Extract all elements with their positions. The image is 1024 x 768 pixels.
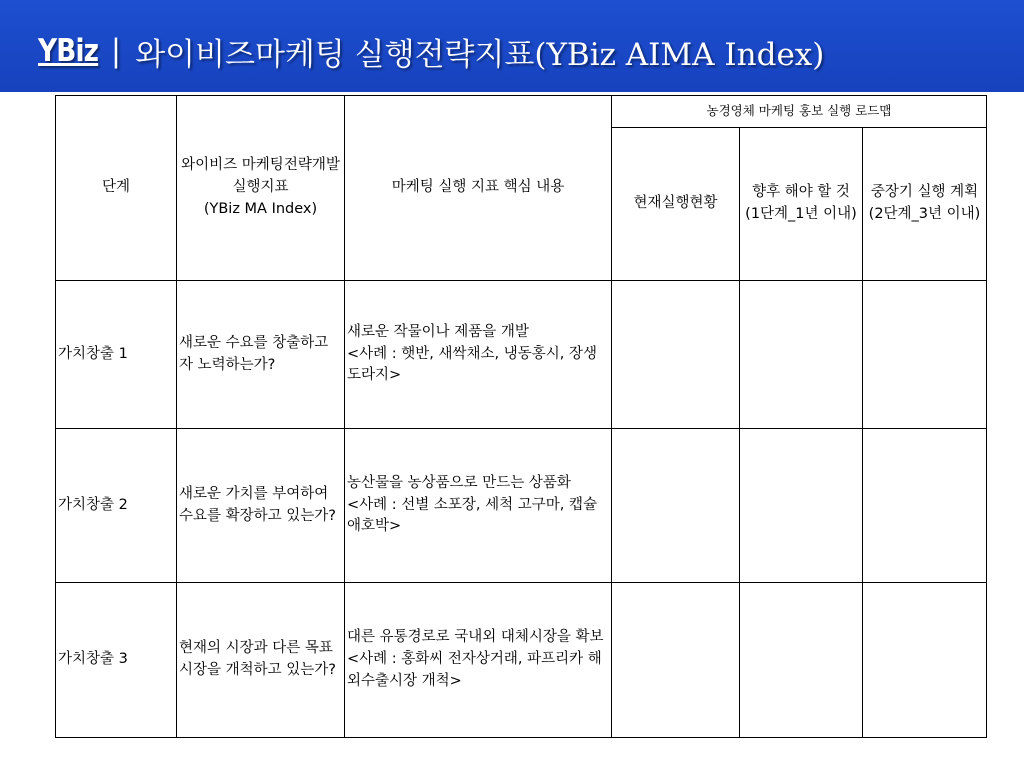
todo-cell[interactable] (740, 429, 863, 583)
header-index: 와이비즈 마케팅전략개발 실행지표 (YBiz MA Index) (177, 96, 345, 281)
title-bar (0, 0, 1024, 92)
index-cell: 새로운 수요를 창출하고자 노력하는가? (177, 281, 345, 429)
table-row (56, 429, 987, 583)
title-separator: | (110, 33, 122, 69)
header-current-status: 현재실행현황 (612, 128, 740, 281)
todo-cell[interactable] (740, 583, 863, 738)
midlong-plan-cell[interactable] (863, 281, 987, 429)
current-status-cell[interactable] (612, 429, 740, 583)
header-roadmap: 농경영체 마케팅 홍보 실행 로드맵 (612, 96, 987, 128)
header-content: 마케팅 실행 지표 핵심 내용 (345, 96, 612, 281)
header-row-top (56, 96, 987, 128)
table-row (56, 281, 987, 429)
header-stage: 단계 (56, 96, 177, 281)
ybiz-index-table (55, 95, 987, 738)
brand-logo-text[interactable]: YBiz (38, 33, 99, 69)
todo-cell[interactable] (740, 281, 863, 429)
page-title: 와이비즈마케팅 실행전략지표(YBiz AIMA Index) (135, 36, 825, 73)
slide-title (38, 28, 824, 74)
stage-cell: 가치창출 1 (56, 281, 177, 429)
stage-cell: 가치창출 3 (56, 583, 177, 738)
index-cell: 현재의 시장과 다른 목표시장을 개척하고 있는가? (177, 583, 345, 738)
current-status-cell[interactable] (612, 281, 740, 429)
midlong-plan-cell[interactable] (863, 429, 987, 583)
stage-cell: 가치창출 2 (56, 429, 177, 583)
header-todo: 향후 해야 할 것 (1단계_1년 이내) (740, 128, 863, 281)
header-midlong-plan: 중장기 실행 계획 (2단계_3년 이내) (863, 128, 987, 281)
index-cell: 새로운 가치를 부여하여 수요를 확장하고 있는가? (177, 429, 345, 583)
content-cell: 농산물을 농상품으로 만드는 상품화 <사례 : 선별 소포장, 세척 고구마, 캡슐 애호박> (345, 429, 612, 583)
current-status-cell[interactable] (612, 583, 740, 738)
content-cell: 대른 유통경로로 국내외 대체시장을 확보 <사례 : 홍화씨 전자상거래, 파프리카 해외수출시장 개척> (345, 583, 612, 738)
content-cell: 새로운 작물이나 제품을 개발 <사례 : 햇반, 새싹채소, 냉동홍시, 장생도라지> (345, 281, 612, 429)
midlong-plan-cell[interactable] (863, 583, 987, 738)
table-row (56, 583, 987, 738)
